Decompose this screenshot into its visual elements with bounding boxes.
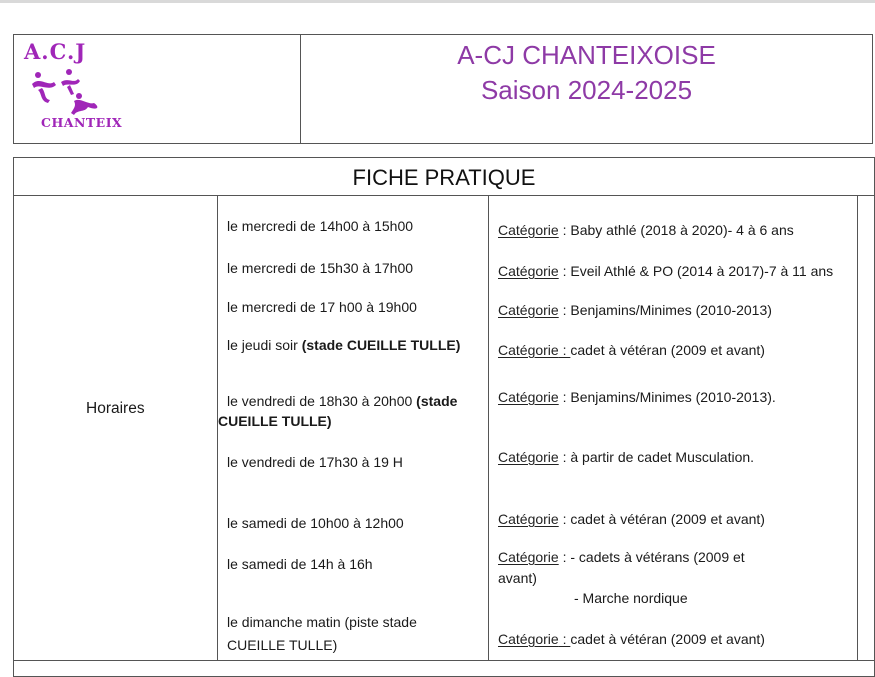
category-label: Catégorie xyxy=(498,222,559,238)
schedule-location-line2: CUEILLE TULLE) xyxy=(218,413,332,429)
category-sep: : xyxy=(558,631,571,647)
category-sep: : xyxy=(558,389,571,405)
category-item xyxy=(498,629,765,650)
schedule-item: le dimanche matin (piste stade xyxy=(227,614,417,630)
fiche-table xyxy=(13,157,875,677)
category-item xyxy=(498,300,772,321)
category-item-line3: - Marche nordique xyxy=(574,590,688,606)
category-label: Catégorie xyxy=(498,449,559,465)
category-sep: : xyxy=(558,263,571,279)
schedule-item: le mercredi de 17 h00 à 19h00 xyxy=(227,299,417,315)
category-item xyxy=(498,509,765,530)
category-item xyxy=(498,447,754,468)
category-sep: : xyxy=(558,342,571,358)
schedule-item xyxy=(227,391,457,412)
schedule-text: le vendredi de 18h30 à 20h00 xyxy=(227,393,417,409)
category-value: Benjamins/Minimes (2010-2013). xyxy=(570,389,776,405)
schedule-item: le mercredi de 15h30 à 17h00 xyxy=(227,260,414,276)
schedule-item: le samedi de 10h00 à 12h00 xyxy=(227,515,404,531)
category-item xyxy=(498,387,776,408)
title-cell xyxy=(301,35,872,143)
category-value: cadet à vétéran (2009 et avant) xyxy=(570,511,765,527)
schedule-text: le jeudi soir xyxy=(227,337,302,353)
schedule-item-line2: CUEILLE TULLE) xyxy=(227,637,338,653)
category-label: Catégorie xyxy=(498,511,559,527)
category-value: cadet à vétéran (2009 et avant) xyxy=(570,631,765,647)
category-item xyxy=(498,547,745,568)
header-table xyxy=(13,34,873,144)
category-value: Baby athlé (2018 à 2020)- 4 à 6 ans xyxy=(570,222,794,238)
category-label: Catégorie xyxy=(498,631,559,647)
category-label: Catégorie xyxy=(498,389,559,405)
category-label: Catégorie xyxy=(498,342,559,358)
category-value: cadet à vétéran (2009 et avant) xyxy=(570,342,765,358)
top-border xyxy=(0,0,875,3)
category-value: Benjamins/Minimes (2010-2013) xyxy=(570,302,772,318)
runners-logo-icon xyxy=(28,57,108,117)
schedule-item xyxy=(227,335,460,356)
schedule-item: le vendredi de 17h30 à 19 H xyxy=(227,454,403,470)
category-sep: : xyxy=(558,302,571,318)
row-divider xyxy=(14,660,874,661)
category-value: Eveil Athlé & PO (2014 à 2017)-7 à 11 ans xyxy=(570,263,834,279)
column-divider xyxy=(488,196,489,661)
category-item xyxy=(498,220,794,241)
schedule-location: (stade CUEILLE TULLE) xyxy=(301,337,461,353)
fiche-title: FICHE PRATIQUE xyxy=(14,158,874,196)
category-label: Catégorie xyxy=(498,263,559,279)
club-name: A-CJ CHANTEIXOISE xyxy=(457,40,716,70)
schedule-location: (stade xyxy=(416,393,458,409)
row-label-horaires: Horaires xyxy=(86,400,145,417)
logo-cell xyxy=(14,35,301,143)
category-label: Catégorie xyxy=(498,302,559,318)
logo-text-bottom: CHANTEIX xyxy=(41,115,123,130)
category-label: Catégorie xyxy=(498,549,559,565)
column-divider xyxy=(857,196,858,661)
category-sep: : xyxy=(558,222,571,238)
category-sep: : xyxy=(558,511,571,527)
season: Saison 2024-2025 xyxy=(480,75,693,105)
category-sep: : xyxy=(558,549,571,565)
category-item xyxy=(498,340,765,361)
category-value: - cadets à vétérans (2009 et xyxy=(570,549,745,565)
schedule-item: le samedi de 14h à 16h xyxy=(227,556,373,572)
category-item-line2: avant) xyxy=(498,570,537,586)
logo-text-top: A.C.J xyxy=(24,39,87,64)
category-item xyxy=(498,261,833,282)
category-sep: : xyxy=(558,449,571,465)
category-value: à partir de cadet Musculation. xyxy=(570,449,755,465)
schedule-item: le mercredi de 14h00 à 15h00 xyxy=(227,218,414,234)
